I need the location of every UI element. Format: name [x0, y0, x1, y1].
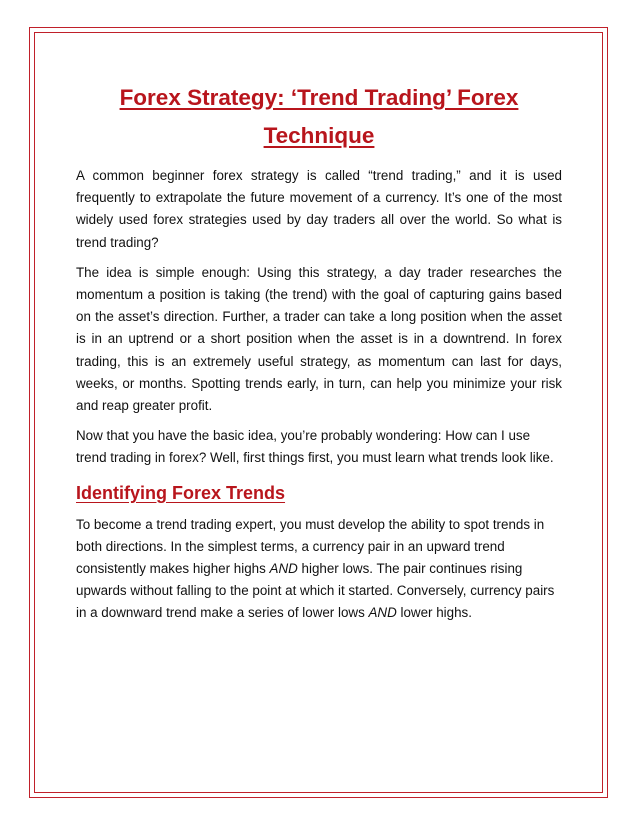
paragraph-text: higher lows. The pair continues rising upwards without falling to the point at which it started. Conversely, currency pairs in a downward trend make a series of lower lows — [76, 561, 555, 621]
paragraph-strategy: The idea is simple enough: Using this strategy, a day trader researches the momentum a position is taking (the trend) with the goal of capturing gains based on the asset’s direction. Further, a trader can take a long position when the asset is in an uptrend or a short position when the asset is in a downtrend. In forex trading, this is an extremely useful strategy, as momentum can last for days, weeks, or months. Spotting trends early, in turn, can help you minimize your risk and reap greater profit. — [76, 264, 562, 414]
section-heading: Identifying Forex Trends — [76, 482, 286, 503]
emphasis-text: AND — [269, 561, 298, 577]
title-line-2: Technique — [263, 123, 375, 148]
paragraph-identifying — [76, 514, 562, 625]
document-title — [76, 79, 562, 155]
emphasis-text: AND — [368, 605, 397, 621]
paragraph-text: lower highs. — [396, 605, 472, 621]
paragraph-text: To become a trend trading expert, you must develop the ability to spot trends in both directions. In the simplest terms, a currency pair in an upward trend consistently makes higher highs — [76, 516, 545, 577]
paragraph-transition: Now that you have the basic idea, you’re probably wondering: How can I use trend trading in forex? Well, first things first, you must learn what trends look like. — [76, 428, 554, 466]
paragraph-intro: A common beginner forex strategy is called “trend trading,” and it is used frequently to extrapolate the future movement of a currency. It’s one of the most widely used forex strategies used by day traders all over the world. So what is trend trading? — [76, 168, 562, 250]
title-line-1: Forex Strategy: ‘Trend Trading’ Forex — [119, 85, 519, 110]
document-body — [76, 79, 562, 633]
